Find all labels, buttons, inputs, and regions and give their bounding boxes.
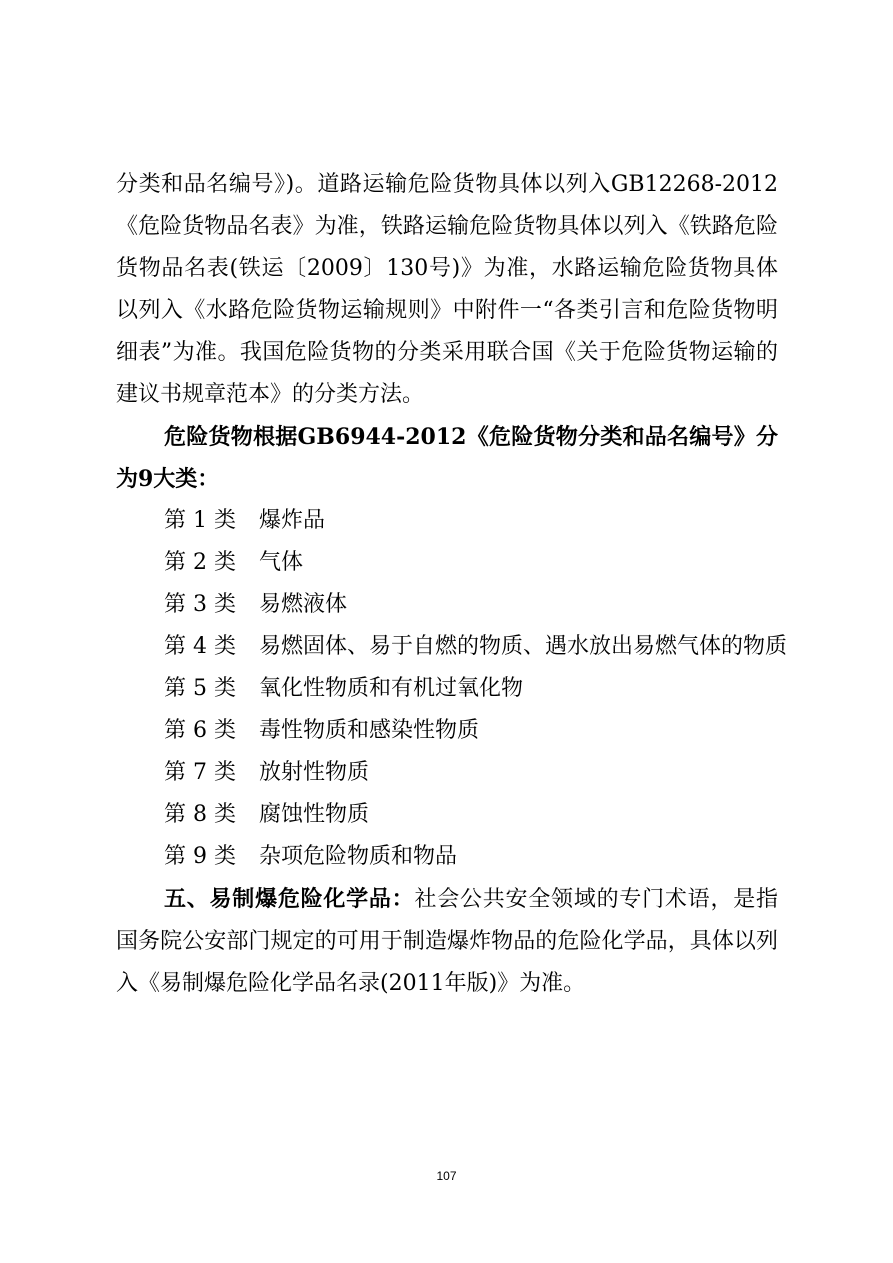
category-number: 第 5 类 xyxy=(164,676,236,701)
section-heading: 五、易制爆危险化学品： xyxy=(164,886,415,912)
category-item xyxy=(116,794,778,836)
document-body xyxy=(116,164,788,1005)
section-body-text: 社会公共安全领域的专门术语，是指国务院公安部门规定的可用于制造爆炸物品的危险化学品，具体以列入《易制爆危险化学品名录(2011年版)》为准。 xyxy=(116,887,778,996)
category-number: 第 2 类 xyxy=(164,550,236,575)
category-number: 第 6 类 xyxy=(164,718,236,743)
category-name: 腐蚀性物质 xyxy=(259,802,370,827)
category-name: 气体 xyxy=(259,550,304,575)
category-name: 爆炸品 xyxy=(259,508,326,533)
category-number: 第 8 类 xyxy=(164,802,236,827)
category-item xyxy=(116,752,778,794)
category-item xyxy=(116,626,788,668)
category-item xyxy=(116,584,778,626)
category-item xyxy=(116,710,778,752)
category-item xyxy=(116,836,778,878)
category-list xyxy=(116,500,788,878)
category-number: 第 1 类 xyxy=(164,508,236,533)
category-number: 第 7 类 xyxy=(164,760,236,785)
category-item xyxy=(116,542,778,584)
category-name: 易燃液体 xyxy=(259,592,348,617)
category-name: 毒性物质和感染性物质 xyxy=(259,718,480,743)
category-name: 氧化性物质和有机过氧化物 xyxy=(259,676,524,701)
category-number: 第 9 类 xyxy=(164,844,236,869)
page-number: 107 xyxy=(436,1169,457,1183)
paragraph-transport-standards: 分类和品名编号》)。道路运输危险货物具体以列入GB12268-2012《危险货物品名表》为准，铁路运输危险货物具体以列入《铁路危险货物品名表(铁运〔2009〕130号)》为准，水路运输危险货物具体以列入《水路危险货物运输规则》中附件一“各类引言和危险货物明细表”为准。我国危险货物的分类采用联合国《关于危险货物运输的建议书规章范本》的分类方法。 xyxy=(116,172,778,407)
category-item xyxy=(116,668,778,710)
category-name: 易燃固体、易于自燃的物质、遇水放出易燃气体的物质 xyxy=(259,634,788,659)
paragraph-explosive-precursors xyxy=(116,878,778,1005)
category-name: 杂项危险物质和物品 xyxy=(259,844,458,869)
category-number: 第 4 类 xyxy=(164,634,236,659)
category-name: 放射性物质 xyxy=(259,760,370,785)
category-number: 第 3 类 xyxy=(164,592,236,617)
category-item xyxy=(116,500,778,542)
paragraph-classification-intro: 危险货物根据GB6944-2012《危险货物分类和品名编号》分为9大类： xyxy=(116,424,778,492)
